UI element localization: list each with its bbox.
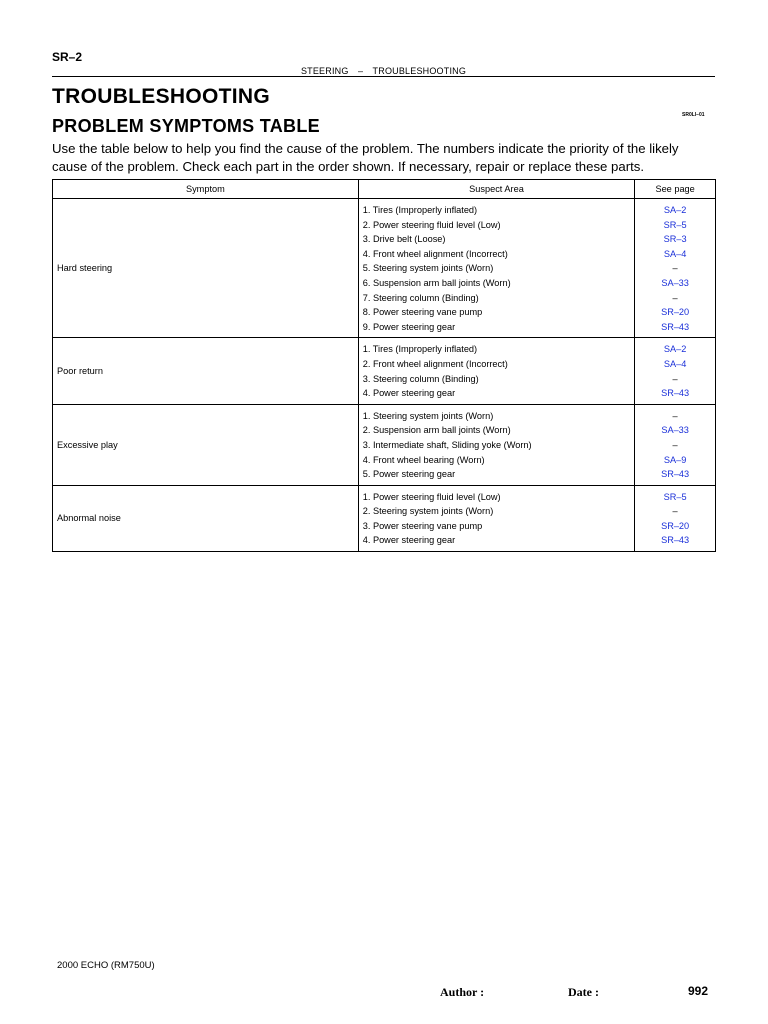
suspect-area-item: 1. Tires (Improperly inflated) [362,205,478,215]
page-reference-link[interactable]: SA–4 [663,358,687,369]
see-page-cell [635,199,716,338]
suspect-area-cell [358,404,635,485]
page-reference-link[interactable]: SA–9 [663,454,687,465]
suspect-area-cell [358,338,635,404]
table-header-row [53,180,716,199]
section-header-separator: – [357,66,364,76]
see-page-cell [635,404,716,485]
suspect-area-item: 4. Front wheel alignment (Incorrect) [362,248,508,259]
suspect-area-item: 3. Drive belt (Loose) [362,234,446,245]
page-reference-link[interactable]: SR–43 [661,535,690,546]
suspect-area-item: 1. Tires (Improperly inflated) [362,344,478,355]
see-page-cell [635,338,716,404]
suspect-area-item: 4. Power steering gear [362,535,456,546]
symptom-cell: Abnormal noise [53,485,359,551]
document-code: SR0LI–01 [682,112,705,118]
table-body [53,199,716,552]
suspect-area-item: 3. Intermediate shaft, Sliding yoke (Worn) [362,439,532,450]
page-reference-link[interactable]: SR–43 [661,469,690,480]
header-divider [52,76,715,77]
suspect-area-item: 7. Steering column (Binding) [362,292,479,303]
suspect-area-item: 2. Front wheel alignment (Incorrect) [362,358,508,369]
suspect-area-cell [358,199,635,338]
suspect-area-item: 2. Power steering fluid level (Low) [362,219,501,230]
suspect-area-item: 4. Front wheel bearing (Worn) [362,454,485,465]
suspect-area-item: 5. Power steering gear [362,469,456,480]
page-reference-link[interactable]: SR–5 [663,491,687,502]
footer-date-label: Date : [568,985,599,999]
suspect-area-item: 2. Suspension arm ball joints (Worn) [362,425,511,436]
page-reference-link[interactable]: SR–20 [661,520,690,531]
page-reference-link[interactable]: SA–2 [663,205,687,215]
page-reference-none: – [672,292,678,303]
page-reference-none: – [672,373,678,384]
page-reference-none: – [672,410,678,421]
problem-symptoms-table [52,179,716,552]
see-page-cell [635,485,716,551]
footer-model: 2000 ECHO (RM750U) [57,960,155,971]
suspect-area-item: 3. Steering column (Binding) [362,373,479,384]
suspect-area-item: 8. Power steering vane pump [362,307,483,318]
header-see-page: See page [635,180,716,199]
page-reference-link[interactable]: SR–43 [661,321,690,332]
table-row [53,485,716,551]
symptom-cell: Excessive play [53,404,359,485]
table-row [53,404,716,485]
suspect-area-item: 3. Power steering vane pump [362,520,483,531]
page-reference-link[interactable]: SR–43 [661,388,690,399]
page-reference-link[interactable]: SA–4 [663,248,687,259]
page-reference-link[interactable]: SR–20 [661,307,690,318]
table-row [53,338,716,404]
suspect-area-item: 1. Steering system joints (Worn) [362,410,494,421]
section-subtitle: PROBLEM SYMPTOMS TABLE [52,116,320,136]
section-header-left: STEERING [300,66,349,76]
intro-paragraph [52,140,722,176]
suspect-area-item: 2. Steering system joints (Worn) [362,506,494,517]
page-reference-link[interactable]: SR–5 [663,219,687,230]
intro-line-2: cause of the problem. Check each part in the order shown. If necessary, repair or replace these parts. [52,159,645,174]
symptom-cell: Hard steering [53,199,359,338]
header-suspect-area: Suspect Area [358,180,635,199]
header-symptom: Symptom [53,180,359,199]
page-reference-link[interactable]: SA–2 [663,344,687,355]
section-header-right: TROUBLESHOOTING [372,66,467,76]
table-row [53,199,716,338]
suspect-area-item: 6. Suspension arm ball joints (Worn) [362,277,511,288]
footer-page-number: 992 [688,984,709,998]
page-code: SR–2 [52,50,83,64]
suspect-area-item: 4. Power steering gear [362,388,456,399]
footer-author-label: Author : [440,985,485,999]
page-reference-none: – [672,506,678,517]
page-title: TROUBLESHOOTING [52,85,270,108]
page-reference-link[interactable]: SR–3 [663,234,687,245]
suspect-area-item: 9. Power steering gear [362,321,456,332]
intro-line-1: Use the table below to help you find the cause of the problem. The numbers indicate the priority of the likely [52,141,679,156]
suspect-area-item: 1. Power steering fluid level (Low) [362,491,501,502]
suspect-area-cell [358,485,635,551]
section-header [52,66,715,76]
page-reference-none: – [672,439,678,450]
symptom-cell: Poor return [53,338,359,404]
page-reference-none: – [672,263,678,274]
page-reference-link[interactable]: SA–33 [661,425,689,436]
page-reference-link[interactable]: SA–33 [661,277,689,288]
suspect-area-item: 5. Steering system joints (Worn) [362,263,494,274]
